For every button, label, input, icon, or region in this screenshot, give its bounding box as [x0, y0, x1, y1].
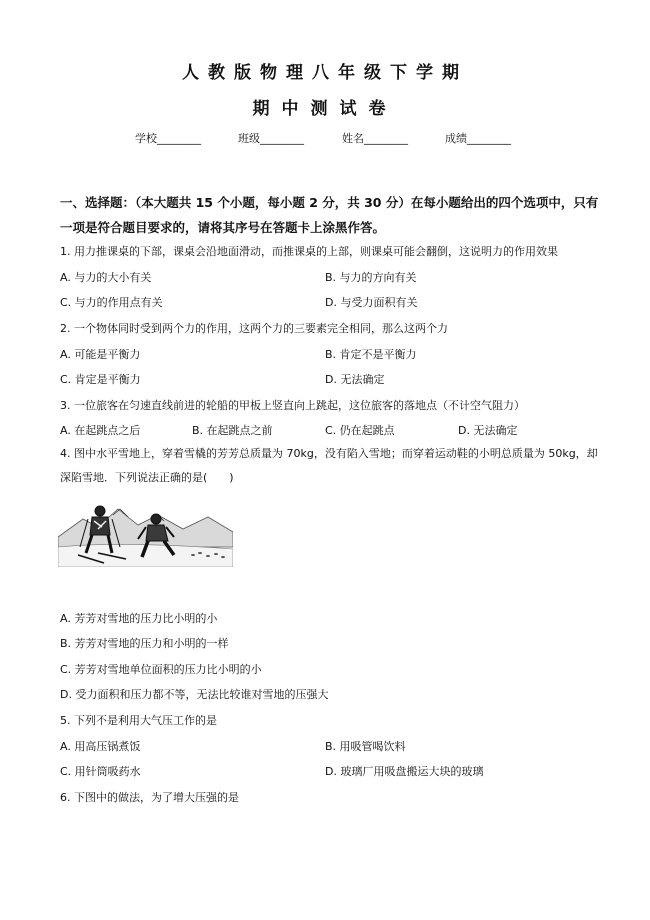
option-a[interactable]: A. 用高压锅煮饭: [60, 740, 141, 753]
question-stem: 2. 一个物体同时受到两个力的作用，这两个力的三要素完全相同，那么这两个力: [60, 322, 448, 335]
score-field[interactable]: 成绩________: [445, 132, 511, 145]
school-field[interactable]: 学校________: [135, 132, 201, 145]
option-b[interactable]: B. 芳芳对雪地的压力和小明的一样: [60, 637, 229, 650]
page-title: 人教版物理八年级下学期: [182, 63, 468, 83]
question-stem: 6. 下图中的做法，为了增大压强的是: [60, 791, 239, 804]
option-b[interactable]: B. 肯定不是平衡力: [325, 348, 417, 361]
option-c[interactable]: C. 肯定是平衡力: [60, 373, 141, 386]
option-d[interactable]: D. 玻璃厂用吸盘搬运大块的玻璃: [325, 765, 484, 778]
option-c[interactable]: C. 芳芳对雪地单位面积的压力比小明的小: [60, 663, 262, 676]
name-field[interactable]: 姓名________: [342, 132, 408, 145]
option-a[interactable]: A. 与力的大小有关: [60, 271, 152, 284]
option-a[interactable]: A. 可能是平衡力: [60, 348, 141, 361]
option-d[interactable]: D. 无法确定: [458, 424, 518, 437]
question-stem: 1. 用力推课桌的下部，课桌会沿地面滑动，而推课桌的上部，则课桌可能会翻倒，这说明力的作用效果: [60, 245, 558, 258]
option-c[interactable]: C. 用针筒吸药水: [60, 765, 141, 778]
option-c[interactable]: C. 仍在起跳点: [325, 424, 395, 437]
option-c[interactable]: C. 与力的作用点有关: [60, 296, 163, 309]
question-stem: 3. 一位旅客在匀速直线前进的轮船的甲板上竖直向上跳起，这位旅客的落地点（不计空气阻力）: [60, 399, 525, 412]
page-subtitle: 期中测试卷: [252, 99, 398, 119]
option-b[interactable]: B. 与力的方向有关: [325, 271, 417, 284]
question-stem: 5. 下列不是利用大气压工作的是: [60, 714, 217, 727]
question-stem: 4. 图中水平雪地上，穿着雪橇的芳芳总质量为 70kg，没有陷入雪地；而穿着运动鞋的小明总质量为 50kg，却深陷雪地．下列说法正确的是( ): [60, 447, 598, 484]
snow-illustration: [58, 497, 233, 567]
option-d[interactable]: D. 受力面积和压力都不等，无法比较谁对雪地的压强大: [60, 688, 329, 701]
section-heading: 一、选择题：（本大题共 15 个小题，每小题 2 分，共 30 分）在每小题给出的四个选项中，只有一项是符合题目要求的，请将其序号在答题卡上涂黑作答。: [60, 195, 599, 235]
option-d[interactable]: D. 无法确定: [325, 373, 385, 386]
option-d[interactable]: D. 与受力面积有关: [325, 296, 418, 309]
option-b[interactable]: B. 用吸管喝饮料: [325, 740, 406, 753]
skiers-image: [58, 497, 233, 567]
option-a[interactable]: A. 在起跳点之后: [60, 424, 141, 437]
option-a[interactable]: A. 芳芳对雪地的压力比小明的小: [60, 612, 218, 625]
option-b[interactable]: B. 在起跳点之前: [192, 424, 273, 437]
class-field[interactable]: 班级________: [238, 132, 304, 145]
